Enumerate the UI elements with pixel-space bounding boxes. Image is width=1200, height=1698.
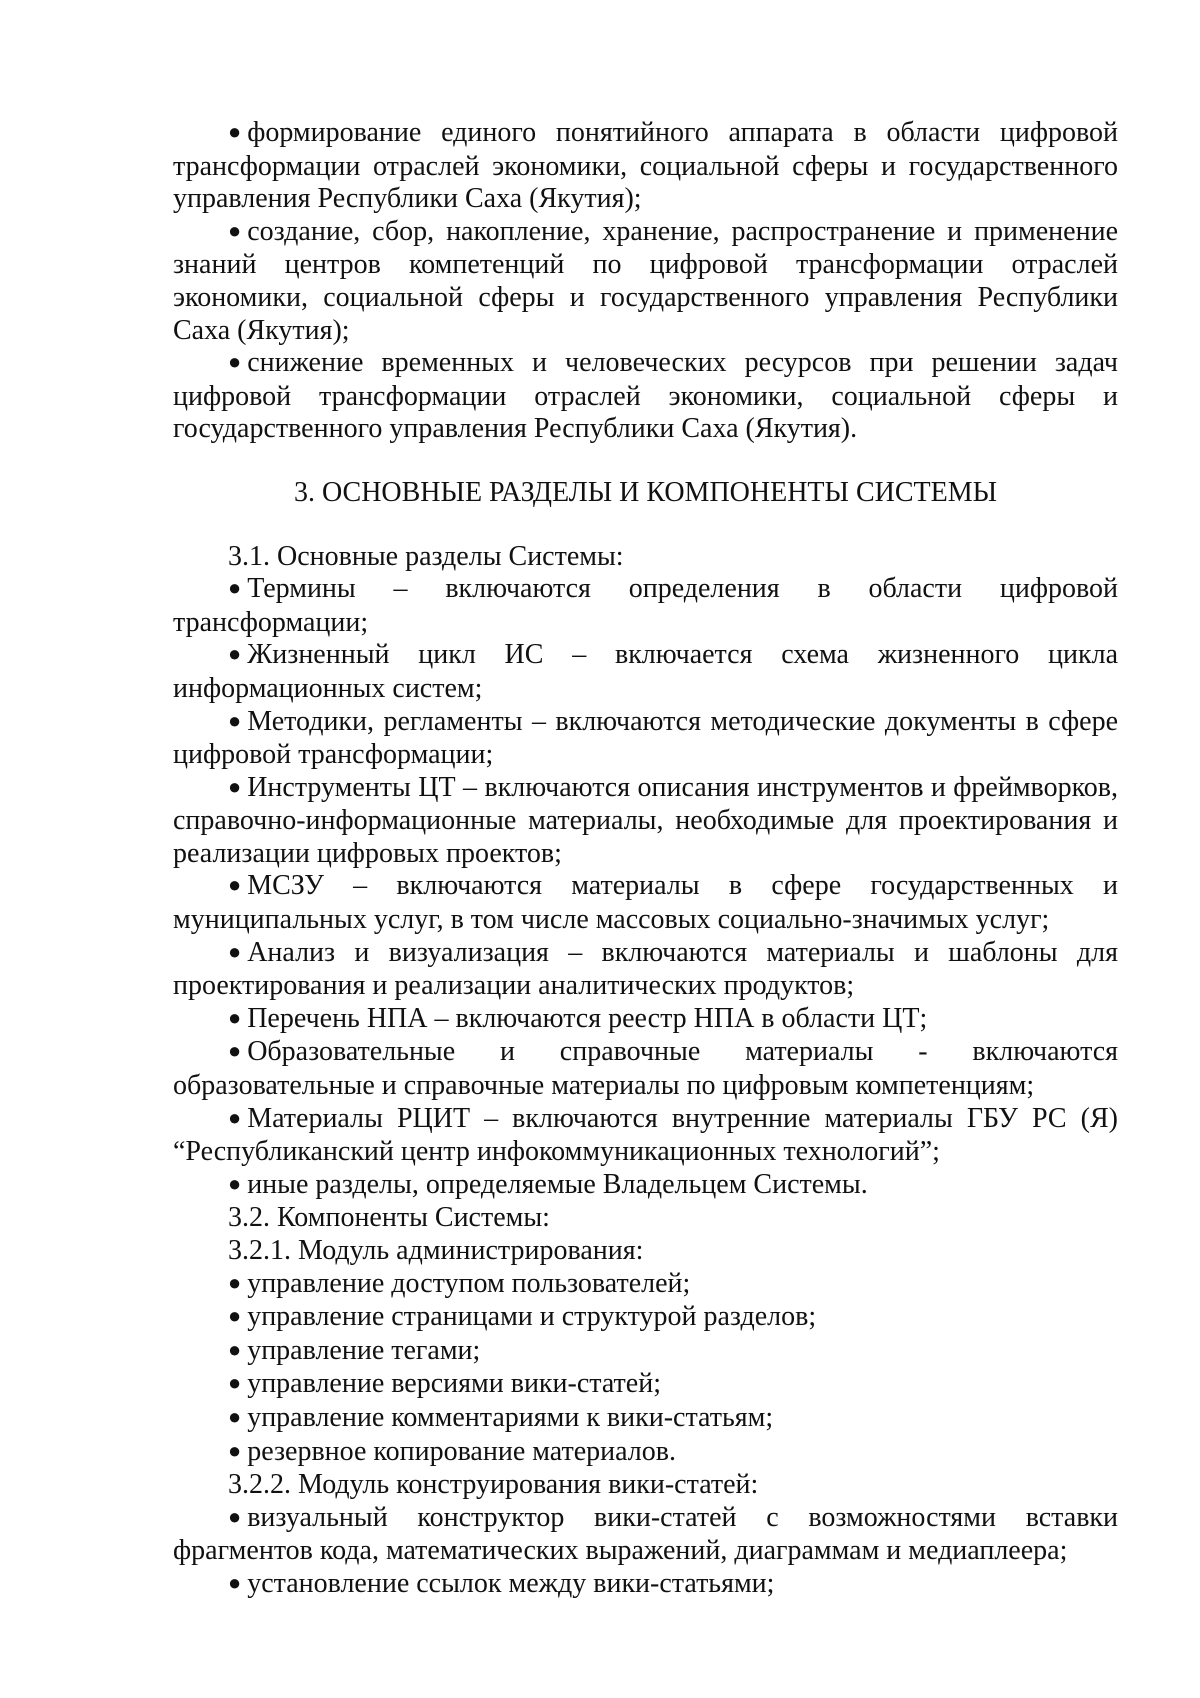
list-item: ● Инструменты ЦТ – включаются описания инструментов и фреймворков, справочно-информационные материалы, необходимые для проектирования и реализации цифровых проектов;: [173, 771, 1118, 869]
list-item: ● резервное копирование материалов.: [228, 1435, 676, 1467]
list-item: ● снижение временных и человеческих ресурсов при решении задач цифровой трансформации отраслей экономики, социальной сферы и государственного управления Республики Саха (Якутия).: [173, 347, 1118, 445]
list-item: ● формирование единого понятийного аппарата в области цифровой трансформации отраслей экономики, социальной сферы и государственного управления Республики Саха (Якутия);: [173, 117, 1118, 215]
bullet-icon: ●: [228, 1039, 242, 1064]
bullet-icon: ●: [228, 708, 242, 733]
list-item: ● Методики, регламенты – включаются методические документы в сфере цифровой трансформации;: [173, 705, 1118, 771]
bullet-icon: ●: [228, 873, 242, 898]
subsection-heading: 3.2.2. Модуль конструирования вики-статей:: [228, 1469, 759, 1501]
list-item: ● создание, сбор, накопление, хранение, распространение и применение знаний центров компетенций по цифровой трансформации отраслей экономики, социальной сферы и государственного управления Республики Саха (Якутия);: [173, 215, 1118, 346]
list-item: ● визуальный конструктор вики-статей с возможностями вставки фрагментов кода, математических выражений, диаграммам и медиаплеера;: [173, 1501, 1118, 1567]
bullet-icon: ●: [228, 1304, 242, 1329]
list-item: ● управление комментариями к вики-статьям;: [228, 1401, 774, 1433]
list-item: ● управление доступом пользователей;: [228, 1267, 691, 1299]
subsection-heading: 3.2.1. Модуль администрирования:: [228, 1235, 644, 1266]
list-item: ● установление ссылок между вики-статьями;: [228, 1567, 775, 1599]
bullet-icon: ●: [228, 642, 242, 667]
section-title: 3. ОСНОВНЫЕ РАЗДЕЛЫ И КОМПОНЕНТЫ СИСТЕМЫ: [293, 476, 998, 508]
bullet-icon: ●: [228, 1404, 242, 1429]
bullet-icon: ●: [228, 1005, 242, 1030]
document-body: [173, 117, 1118, 1602]
bullet-icon: ●: [228, 120, 242, 144]
bullet-icon: ●: [228, 1371, 242, 1396]
list-item: ● Перечень НПА – включаются реестр НПА в области ЦТ;: [228, 1002, 928, 1034]
bullet-icon: ●: [228, 1504, 242, 1529]
bullet-icon: ●: [228, 1270, 242, 1295]
bullet-icon: ●: [228, 1570, 242, 1595]
bullet-icon: ●: [228, 1337, 242, 1362]
bullet-icon: ●: [228, 774, 242, 799]
list-item: ● Образовательные и справочные материалы - включаются образовательные и справочные материалы по цифровым компетенциям;: [173, 1036, 1118, 1102]
bullet-icon: ●: [228, 350, 242, 375]
list-item: ● управление тегами;: [228, 1334, 481, 1366]
bullet-icon: ●: [228, 576, 242, 601]
bullet-icon: ●: [228, 939, 242, 964]
list-item: ● Анализ и визуализация – включаются материалы и шаблоны для проектирования и реализации аналитических продуктов;: [173, 936, 1118, 1002]
list-item: ● управление страницами и структурой разделов;: [228, 1301, 817, 1333]
bullet-icon: ●: [228, 1438, 242, 1463]
list-item: ● управление версиями вики-статей;: [228, 1368, 661, 1400]
bullet-icon: ●: [228, 1105, 242, 1130]
subsection-heading: 3.1. Основные разделы Системы:: [228, 540, 624, 572]
bullet-icon: ●: [228, 1171, 242, 1196]
list-item: ● иные разделы, определяемые Владельцем Системы.: [228, 1168, 868, 1200]
list-item: ● Термины – включаются определения в области цифровой трансформации;: [173, 573, 1118, 638]
list-item: ● МСЗУ – включаются материалы в сфере государственных и муниципальных услуг, в том числе массовых социально-значимых услуг;: [173, 870, 1118, 936]
bullet-icon: ●: [228, 218, 242, 243]
subsection-heading: 3.2. Компоненты Системы:: [228, 1202, 550, 1234]
list-item: ● Жизненный цикл ИС – включается схема жизненного цикла информационных систем;: [173, 639, 1118, 704]
list-item: ● Материалы РЦИТ – включаются внутренние материалы ГБУ РС (Я) “Республиканский центр инфокоммуникационных технологий”;: [173, 1102, 1118, 1168]
